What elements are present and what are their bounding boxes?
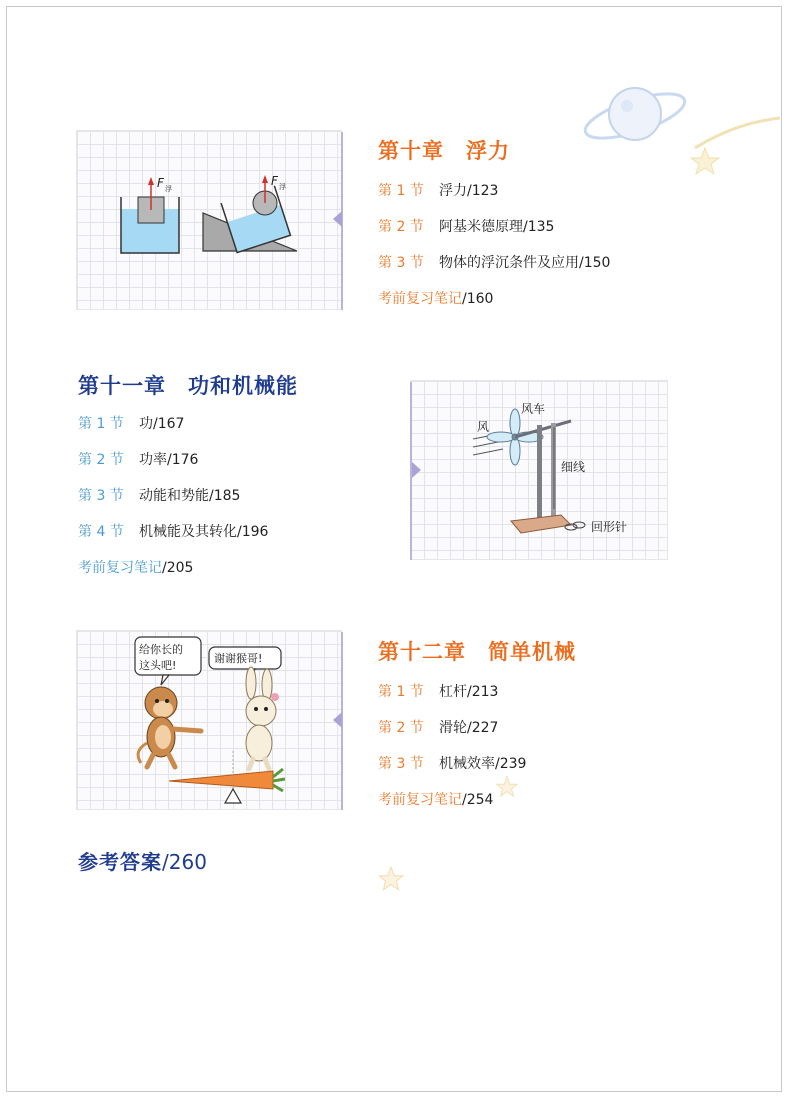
star-decoration-icon <box>378 866 404 892</box>
chapter-10-arrow-icon <box>333 211 342 227</box>
wind-label: 风 <box>477 420 490 434</box>
star-decoration-icon <box>496 776 518 798</box>
chapter-10-section-1[interactable] <box>378 180 498 200</box>
review-label: 考前复习笔记 <box>78 560 162 576</box>
review-label: 考前复习笔记 <box>378 792 462 808</box>
section-number: 第 2 节 <box>78 452 124 468</box>
section-number: 第 2 节 <box>378 720 424 736</box>
answers-label: 参考答案 <box>78 850 162 874</box>
windmill-label: 风车 <box>521 402 546 416</box>
section-number: 第 1 节 <box>378 183 424 199</box>
chapter-12-figure-panel <box>76 630 342 810</box>
section-title: 滑轮/227 <box>439 720 499 736</box>
rabbit-icon <box>246 667 279 769</box>
section-title: 功率/176 <box>139 452 199 468</box>
chapter-11-arrow-icon <box>412 462 421 478</box>
monkey-icon <box>138 687 201 767</box>
force-subscript: 浮 <box>165 185 172 193</box>
planet-decoration-icon <box>575 68 785 178</box>
review-page: /160 <box>462 291 494 307</box>
section-title: 功/167 <box>139 416 185 432</box>
force-symbol: F <box>271 174 278 188</box>
chapter-11-section-4[interactable] <box>78 521 268 541</box>
chapter-12-arrow-icon <box>333 712 342 728</box>
force-symbol: F <box>157 176 164 190</box>
section-title: 机械效率/239 <box>439 756 527 772</box>
section-number: 第 3 节 <box>378 756 424 772</box>
review-label: 考前复习笔记 <box>378 291 462 307</box>
review-page: /205 <box>162 560 194 576</box>
monkey-speech-line-1: 给你长的 <box>139 643 183 656</box>
chapter-11-review-notes[interactable] <box>78 557 193 577</box>
chapter-11-section-2[interactable] <box>78 449 198 469</box>
chapter-12-review-notes[interactable] <box>378 789 493 809</box>
section-title: 杠杆/213 <box>439 684 499 700</box>
thread-label: 细线 <box>561 460 586 474</box>
windmill-apparatus-diagram <box>411 381 667 559</box>
section-title: 机械能及其转化/196 <box>139 524 269 540</box>
monkey-speech-line-2: 这头吧! <box>139 659 177 672</box>
reference-answers-entry[interactable] <box>78 846 207 875</box>
review-page: /254 <box>462 792 494 808</box>
answers-page: /260 <box>162 850 207 874</box>
chapter-10-review-notes[interactable] <box>378 288 493 308</box>
clip-label: 回形针 <box>591 520 628 534</box>
section-number: 第 1 节 <box>78 416 124 432</box>
chapter-12-section-1[interactable] <box>378 681 498 701</box>
section-number: 第 1 节 <box>378 684 424 700</box>
buoyancy-diagram <box>77 131 341 309</box>
chapter-10-title[interactable]: 第十章 浮力 <box>378 139 510 163</box>
chapter-10-figure-panel <box>76 130 342 310</box>
rabbit-speech: 谢谢猴哥! <box>214 652 263 665</box>
chapter-10-section-2[interactable] <box>378 216 554 236</box>
chapter-11-section-3[interactable] <box>78 485 240 505</box>
chapter-11-section-1[interactable] <box>78 413 184 433</box>
chapter-12-section-3[interactable] <box>378 753 526 773</box>
section-number: 第 3 节 <box>378 255 424 271</box>
chapter-11-title[interactable]: 第十一章 功和机械能 <box>78 374 298 398</box>
section-title: 浮力/123 <box>439 183 499 199</box>
section-title: 阿基米德原理/135 <box>439 219 555 235</box>
chapter-11-figure-panel <box>410 380 668 560</box>
force-subscript: 浮 <box>279 183 286 191</box>
chapter-12-title[interactable]: 第十二章 简单机械 <box>378 640 576 664</box>
section-number: 第 2 节 <box>378 219 424 235</box>
section-number: 第 4 节 <box>78 524 124 540</box>
section-title: 动能和势能/185 <box>139 488 241 504</box>
lever-cartoon-illustration <box>77 631 341 809</box>
section-number: 第 3 节 <box>78 488 124 504</box>
chapter-12-section-2[interactable] <box>378 717 498 737</box>
section-title: 物体的浮沉条件及应用/150 <box>439 255 611 271</box>
chapter-10-section-3[interactable] <box>378 252 610 272</box>
